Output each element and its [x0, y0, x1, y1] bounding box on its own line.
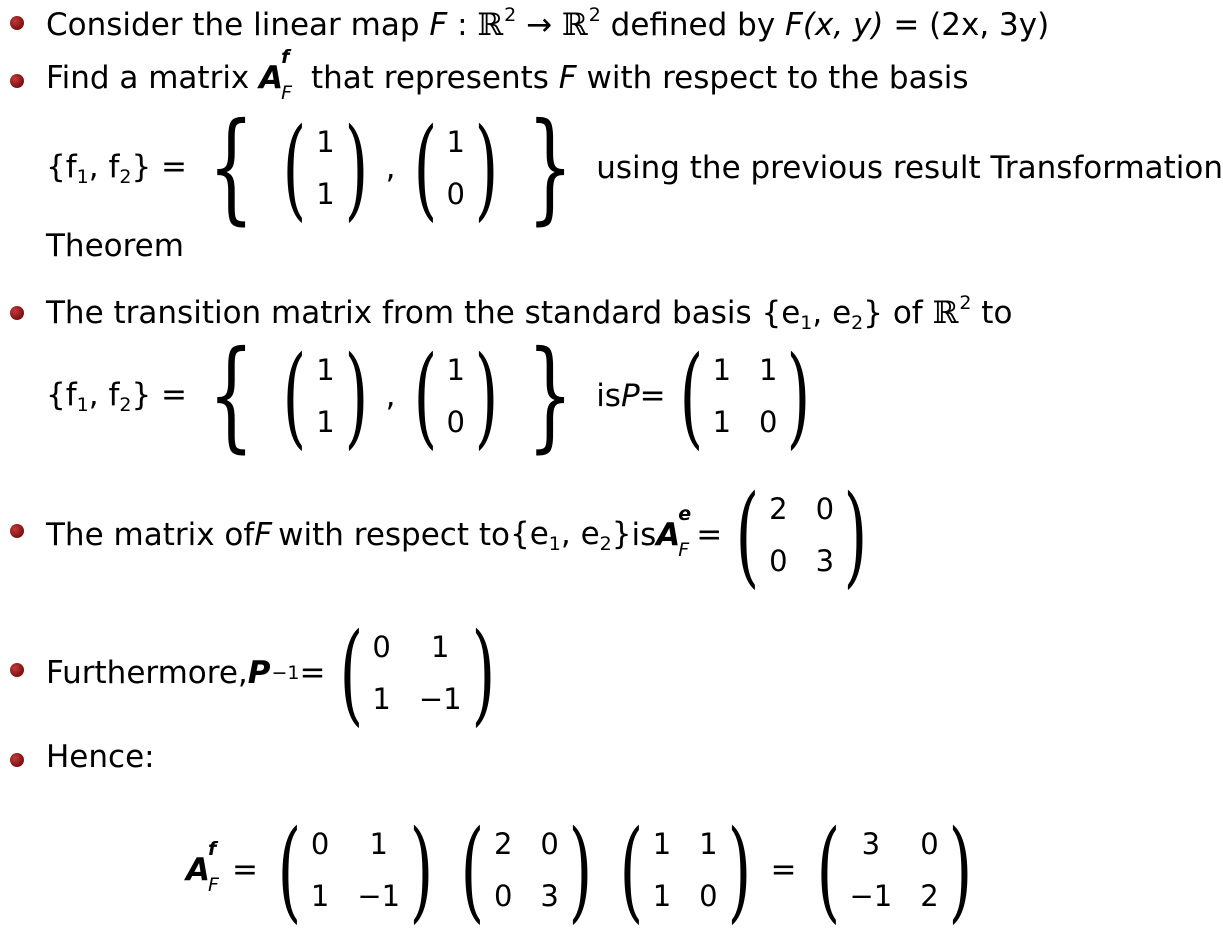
theorem-text: Theorem: [46, 228, 184, 264]
matrix-P: ( 1 1 1 0 ): [679, 332, 811, 460]
bullet-6: [10, 753, 24, 767]
brace-right: }: [527, 98, 573, 237]
basis-row-1: {$f_1$, $f_2$} = { ( 1 1 ) , ( 1 0 ) } using the previous result Transformation: [46, 98, 1223, 237]
vector-4: ( 1 0 ): [413, 332, 499, 460]
bullet-2: [10, 74, 24, 88]
bullet-3-text: The transition matrix from the standard basis {$e_1$, $e_2$} of ℝ$^2$ to: [46, 292, 1013, 334]
bullet-3: [10, 306, 24, 320]
bullet-5-text: Furthermore, P −1 = ( 0 1 1 −1 ): [46, 618, 509, 728]
matrix-result: ( 3 0 −1 2 ): [816, 806, 972, 934]
vector-2: ( 1 0 ): [413, 104, 499, 232]
bullet-4: [10, 524, 24, 538]
matrix-symbol: A f F: [259, 46, 293, 104]
bullet-1-text: Consider the linear map F : ℝ$^2$ → ℝ$^2$ defined by F(x, y) = (2x, 3y): [46, 4, 1050, 43]
bullet-5: [10, 663, 24, 677]
matrix-symbol-f: A f F: [186, 838, 219, 896]
vector-3: ( 1 1 ): [283, 332, 369, 460]
vector-1: ( 1 1 ): [283, 104, 369, 232]
brace-left: {: [208, 98, 255, 237]
final-equation: A f F = ( 0 1 1 −1 ) ( 2 0 0 3 ) ( 1 1 1 0 ) = ( 3 0 −1 2 ): [186, 808, 986, 932]
matrix-P-inverse: ( 0 1 1 −1 ): [339, 609, 495, 737]
bullet-1: [10, 16, 24, 30]
bullet-2-text: Find a matrix A f F that represents F with respect to the basis: [46, 46, 969, 104]
bullet-4-text: The matrix of F with respect to {$e_1$, $e_2$} is A e F = ( 2 0 0 3 ): [46, 480, 881, 590]
matrix-symbol-e: A e F: [656, 503, 692, 561]
matrix-Ae: ( 2 0 0 3 ): [735, 471, 868, 599]
bullet-6-text: Hence:: [46, 739, 155, 775]
matrix-2: ( 2 0 0 3 ): [460, 806, 593, 934]
transition-row: {$f_1$, $f_2$} = { ( 1 1 ) , ( 1 0 ) } is P = ( 1 1 1 0 ): [46, 336, 824, 456]
matrix-1: ( 0 1 1 −1 ): [277, 806, 434, 934]
matrix-3: ( 1 1 1 0 ): [619, 806, 751, 934]
